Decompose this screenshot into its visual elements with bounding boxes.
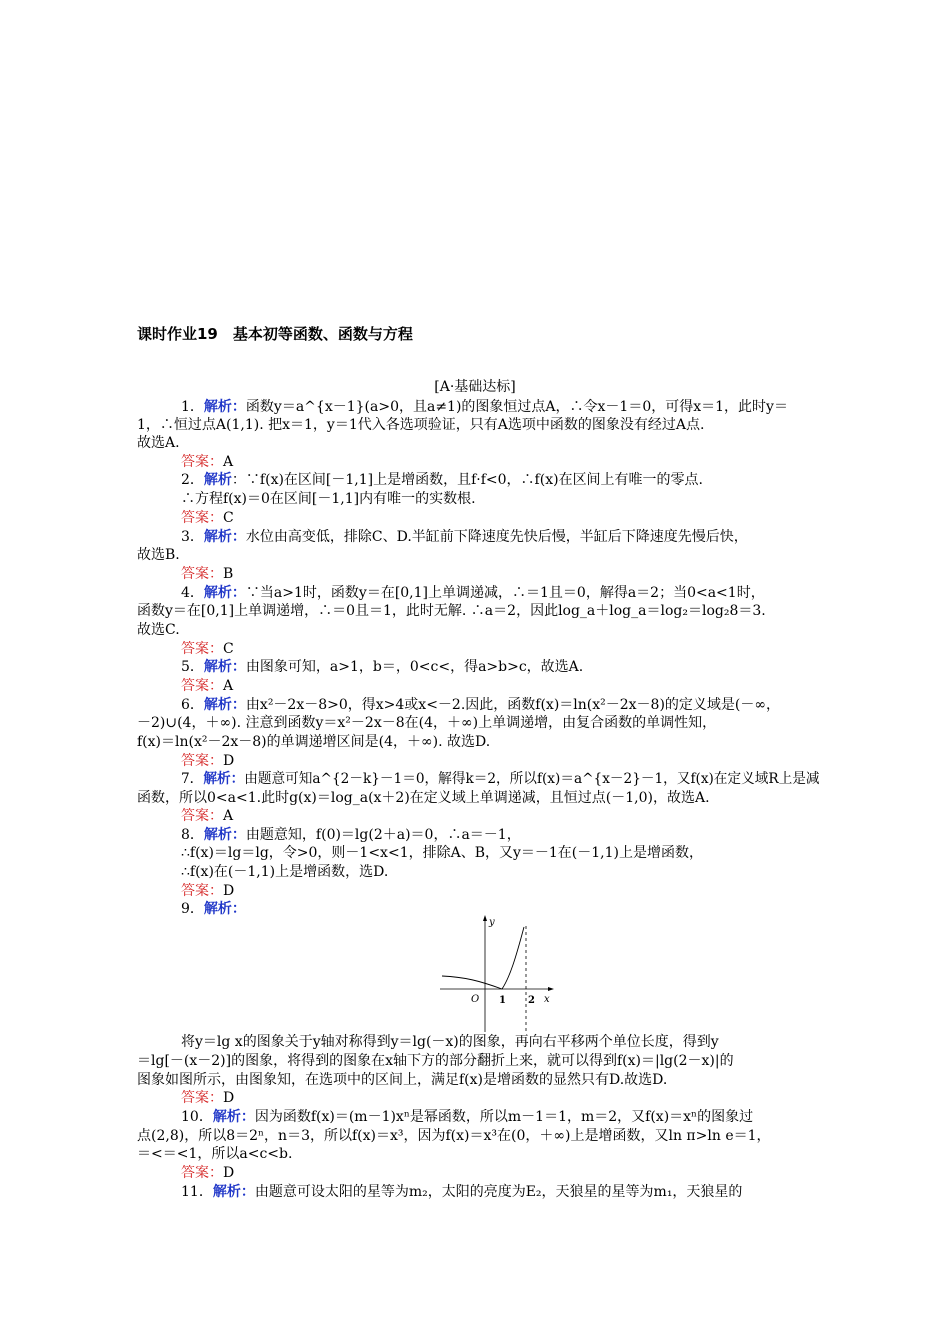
answer-label: 答案： (181, 1090, 223, 1106)
q11-analysis-label: 解析： (212, 1184, 255, 1200)
answer-label: 答案： (181, 808, 223, 824)
q9-answer (181, 1089, 234, 1107)
q2-analysis-label: 解析 (203, 472, 232, 488)
q8-line-3: ∴f(x)在(－1,1)上是增函数，选D. (181, 864, 389, 880)
q6-answer (181, 752, 234, 770)
origin-label: O (471, 994, 480, 1005)
q4-number: 4． (181, 585, 204, 601)
q9-line-1 (181, 900, 246, 918)
q11-text-1: 由题意可设太阳的星等为m₂，太阳的亮度为E₂，天狼星的星等为m₁，天狼星的 (254, 1184, 743, 1200)
q3-answer (181, 565, 233, 583)
q1-analysis-label: 解析： (203, 399, 246, 415)
q10-line-2: 点(2,8)，所以8＝2ⁿ，n＝3，所以f(x)＝x³，因为f(x)＝x³在(0，＋∞)上是增函数，又ln π>ln e＝1， (137, 1128, 771, 1144)
q9-line-4: 图象如图所示，由图象知，在选项中的区间上，满足f(x)是增函数的显然只有D.故选D. (137, 1072, 668, 1088)
q3-line-1 (181, 528, 748, 546)
q8-number: 8． (181, 827, 204, 843)
tick-label-1: 1 (499, 995, 506, 1006)
x-axis-arrow (548, 987, 554, 991)
q1-text-1: y＝a^{x－1}(a>0，且a≠1)的图象恒过点A，∴令x－1＝0，可得x＝1，此时y＝ (273, 399, 788, 415)
q1-line-1 (181, 398, 788, 416)
q6-line-1 (181, 696, 780, 714)
answer-label: 答案： (181, 510, 223, 526)
q7-number: 7． (181, 771, 204, 787)
q6-line-2: －2)∪(4，＋∞). 注意到函数y＝x²－2x－8在(4，＋∞)上单调递增，由复合函数的单调性知， (137, 715, 717, 731)
q8-line-1 (181, 826, 521, 844)
q4-answer (181, 640, 234, 658)
q4-line-2: 函数y＝在[0,1]上单调递增，∴＝0且＝1，此时无解. ∴a＝2，因此log_a＋log_a＝log₂＝log₂8＝3. (137, 603, 766, 619)
q11-number: 11． (181, 1184, 213, 1200)
answer-value: B (223, 566, 234, 582)
answer-value: A (223, 454, 234, 470)
q3-analysis-label: 解析： (203, 529, 246, 545)
q5-answer (181, 677, 233, 695)
q8-analysis-label: 解析： (203, 827, 246, 843)
q8-line-2: ∴f(x)＝lg＝lg，令>0，则－1<x<1，排除A、B，又y＝－1在(－1,1)上是增函数， (181, 845, 703, 861)
answer-label: 答案： (181, 454, 223, 470)
q5-text-1: 由图象可知，a>1，b＝，0<c<，得a>b>c，故选A. (245, 659, 584, 675)
q2-line-1 (181, 471, 703, 489)
q8-text-1: 由题意知，f(0)＝lg(2＋a)＝0，∴a＝－1， (245, 827, 521, 843)
q5-number: 5． (181, 659, 204, 675)
answer-label: 答案： (181, 1165, 223, 1181)
q7-line-1 (181, 770, 820, 788)
function-curve (442, 927, 524, 989)
q7-analysis-label: 解析： (203, 771, 245, 787)
answer-value: D (223, 1165, 235, 1181)
tick-label-2: 2 (528, 995, 535, 1006)
y-axis-arrow (483, 915, 487, 921)
q6-line-3: f(x)＝ln(x²－2x－8)的单调递增区间是(4，＋∞). 故选D. (137, 734, 491, 750)
page-title: 课时作业19 基本初等函数、函数与方程 (137, 325, 413, 343)
q3-line-2: 故选B. (137, 547, 180, 563)
q4-line-3: 故选C. (137, 622, 180, 638)
q10-text-1: 因为函数f(x)＝(m－1)xⁿ是幂函数，所以m－1＝1，m＝2，又f(x)＝xⁿ的图象过 (254, 1109, 754, 1125)
answer-value: D (223, 883, 235, 899)
q1-number: 1． (181, 399, 204, 415)
q8-answer (181, 882, 234, 900)
answer-label: 答案： (181, 753, 223, 769)
q4-analysis-label: 解析： (203, 585, 246, 601)
q5-line-1 (181, 658, 583, 676)
q7-line-2: 函数，所以0<a<1.此时g(x)＝log_a(x＋2)在定义域上单调递减，且恒过点(－1,0)，故选A. (137, 790, 710, 806)
answer-label: 答案： (181, 883, 223, 899)
q2-line-2: ∴方程f(x)＝0在区间[－1,1]内有唯一的实数根. (181, 491, 476, 507)
q7-text-1: 由题意可知a^{2－k}－1＝0，解得k＝2，所以f(x)＝a^{x－2}－1，又f(x)在定义域R上是减 (244, 771, 820, 787)
answer-value: A (223, 808, 234, 824)
q7-answer (181, 807, 233, 825)
y-axis-label: y (489, 917, 495, 928)
q4-text-1: ∵当a>1时，函数y＝在[0,1]上单调递减，∴＝1且＝0，解得a＝2；当0<a<1时， (245, 585, 765, 601)
q6-text-1: 由x²－2x－8>0，得x>4或x<－2.因此，函数f(x)＝ln(x²－2x－8)的定义域是(－∞， (245, 697, 781, 713)
q10-line-1 (181, 1108, 753, 1126)
q2-answer (181, 509, 234, 527)
q3-number: 3． (181, 529, 204, 545)
q9-analysis-label: 解析： (203, 901, 246, 917)
answer-value: D (223, 1090, 235, 1106)
q4-line-1 (181, 584, 765, 602)
q10-analysis-label: 解析： (212, 1109, 255, 1125)
q1-line-2: 1，∴恒过点A(1,1). 把x＝1，y＝1代入各选项验证，只有A选项中函数的图象没有经过A点. (137, 417, 705, 433)
q1-line-3: 故选A. (137, 435, 180, 451)
q1-prefix: 函数 (245, 399, 274, 415)
q1-answer (181, 453, 233, 471)
answer-value: C (223, 510, 234, 526)
q9-line-2: 将y＝lg x的图象关于y轴对称得到y＝lg(－x)的图象，再向右平移两个单位长度，得到y (181, 1034, 719, 1050)
q10-answer (181, 1164, 234, 1182)
function-graph (440, 912, 560, 1032)
q9-line-3: ＝lg[－(x－2)]的图象，将得到的图象在x轴下方的部分翻折上来，就可以得到f(x)＝|lg(2－x)|的 (137, 1053, 734, 1069)
answer-value: C (223, 641, 234, 657)
q6-analysis-label: 解析： (203, 697, 246, 713)
section-heading: [A·基础达标] (434, 379, 516, 395)
q9-number: 9． (181, 901, 204, 917)
q3-text-1: 水位由高变低，排除C、D.半缸前下降速度先快后慢，半缸后下降速度先慢后快， (245, 529, 748, 545)
x-axis-label: x (544, 994, 550, 1005)
answer-value: D (223, 753, 235, 769)
answer-label: 答案： (181, 566, 223, 582)
q11-line-1 (181, 1183, 742, 1201)
answer-value: A (223, 678, 234, 694)
q6-number: 6． (181, 697, 204, 713)
q10-number: 10． (181, 1109, 213, 1125)
q2-text-1: ：∵f(x)在区间[－1,1]上是增函数，且f·f<0，∴f(x)在区间上有唯一的零点. (231, 472, 704, 488)
q2-number: 2． (181, 472, 204, 488)
answer-label: 答案： (181, 641, 223, 657)
answer-label: 答案： (181, 678, 223, 694)
q5-analysis-label: 解析： (203, 659, 246, 675)
q10-line-3: ＝<＝<1，所以a<c<b. (137, 1146, 293, 1162)
